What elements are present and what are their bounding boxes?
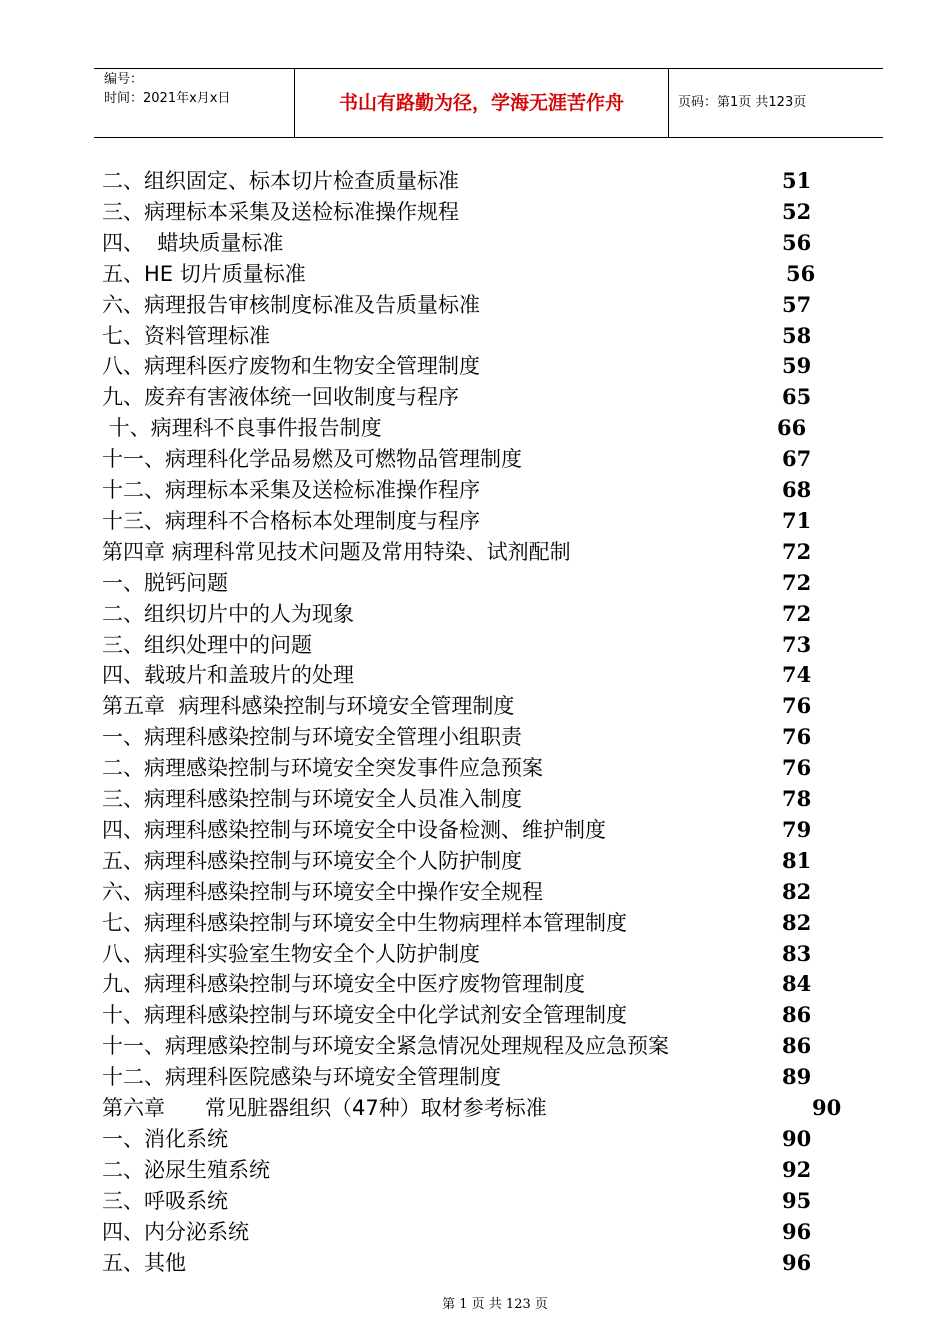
- toc-entry: [0, 352, 950, 383]
- header-motto-cell: [294, 69, 669, 137]
- toc-entry-page: 76: [782, 724, 812, 750]
- toc-entry-title: 九、废弃有害液体统一回收制度与程序: [102, 385, 459, 410]
- toc-entry-title: 七、资料管理标准: [102, 323, 270, 348]
- toc-entry: [0, 1063, 950, 1094]
- toc-entry-title: 一、病理科感染控制与环境安全管理小组职责: [102, 725, 522, 750]
- toc-entry: [0, 383, 950, 414]
- toc-entry: [0, 1218, 950, 1249]
- toc-entry: [0, 847, 950, 878]
- toc-entry-page: 66: [777, 415, 807, 441]
- toc-entry-title: 三、呼吸系统: [102, 1188, 228, 1213]
- toc-entry-title: 第六章 常见脏器组织（47种）取材参考标准: [102, 1096, 547, 1120]
- toc-entry-page: 52: [782, 198, 812, 224]
- toc-entry: [0, 940, 950, 971]
- toc-entry-page: 72: [782, 538, 812, 564]
- toc-entry: [0, 816, 950, 847]
- toc-entry-page: 90: [812, 1095, 842, 1120]
- header-page-info: 页码：第1页 共123页: [678, 95, 807, 110]
- toc-entry-page: 84: [782, 971, 812, 997]
- header-page-cell: [668, 69, 883, 137]
- toc-entry-page: 73: [782, 631, 812, 657]
- toc-entry-page: 86: [782, 1033, 812, 1059]
- toc-entry: [0, 538, 950, 569]
- toc-entry-title: 十一、病理科化学品易燃及可燃物品管理制度: [102, 447, 522, 472]
- toc-entry-title: 十三、病理科不合格标本处理制度与程序: [102, 508, 480, 533]
- toc-entry: [0, 507, 950, 538]
- toc-entry-title: 十一、病理感染控制与环境安全紧急情况处理规程及应急预案: [102, 1034, 669, 1059]
- toc-entry-title: 一、消化系统: [102, 1126, 228, 1151]
- toc-entry-page: 65: [782, 384, 812, 410]
- toc-entry: [0, 1249, 950, 1280]
- toc-entry-page: 67: [782, 446, 812, 472]
- toc-entry-title: 二、病理感染控制与环境安全突发事件应急预案: [102, 756, 543, 781]
- toc-entry-page: 72: [782, 569, 812, 595]
- toc-entry-title: 四、病理科感染控制与环境安全中设备检测、维护制度: [102, 817, 606, 842]
- toc-entry-title: 十、病理科不良事件报告制度: [102, 416, 382, 441]
- toc-entry-title: 三、组织处理中的问题: [102, 632, 312, 657]
- toc-entry: [0, 476, 950, 507]
- toc-entry-title: 三、病理科感染控制与环境安全人员准入制度: [102, 787, 522, 811]
- toc-entry-page: 95: [782, 1187, 812, 1213]
- toc-entry: [0, 692, 950, 723]
- toc-entry-page: 96: [782, 1218, 812, 1244]
- toc-entry: [0, 260, 950, 291]
- toc-entry-page: 58: [782, 322, 812, 348]
- toc-entry: [0, 414, 950, 445]
- toc-entry-title: 二、组织切片中的人为现象: [102, 601, 354, 626]
- toc-entry-page: 76: [782, 693, 812, 719]
- toc-entry: [0, 322, 950, 353]
- page-footer: 第 1 页 共 123 页: [442, 1297, 548, 1312]
- toc-entry-page: 83: [782, 940, 812, 966]
- toc-entry-page: 68: [782, 477, 812, 502]
- toc-entry: [0, 1001, 950, 1032]
- toc-entry: [0, 878, 950, 909]
- toc-entry-title: 二、泌尿生殖系统: [102, 1157, 270, 1182]
- toc-entry-page: 57: [782, 291, 812, 317]
- toc-entry-page: 56: [786, 260, 816, 286]
- toc-entry-page: 71: [782, 507, 812, 533]
- toc-entry: [0, 1187, 950, 1218]
- toc-entry-page: 82: [782, 878, 812, 904]
- toc-entry-page: 78: [782, 786, 812, 811]
- toc-entry-title: 三、病理标本采集及送检标准操作规程: [102, 199, 459, 224]
- toc-entry-page: 72: [782, 600, 812, 626]
- toc-entry-title: 十、病理科感染控制与环境安全中化学试剂安全管理制度: [102, 1003, 627, 1028]
- toc-entry-title: 第四章 病理科常见技术问题及常用特染、试剂配制: [102, 539, 571, 564]
- toc-entry-page: 59: [782, 353, 812, 379]
- toc-entry-title: 四、内分泌系统: [102, 1219, 249, 1244]
- toc-entry-page: 86: [782, 1002, 812, 1028]
- toc-entry-page: 89: [782, 1064, 812, 1090]
- toc-entry: [0, 198, 950, 229]
- toc-entry: [0, 569, 950, 600]
- toc-entry-title: 一、脱钙问题: [102, 570, 228, 595]
- toc-entry-page: 51: [782, 168, 812, 193]
- toc-entry-page: 81: [782, 847, 812, 873]
- toc-entry: [0, 1032, 950, 1063]
- toc-entry-title: 四、载玻片和盖玻片的处理: [102, 663, 354, 688]
- toc-entry: [0, 229, 950, 260]
- document-time-label: 时间：2021年x月x日: [104, 91, 231, 106]
- toc-entry-page: 90: [782, 1125, 812, 1151]
- page-header: [94, 68, 883, 138]
- toc-entry: [0, 600, 950, 631]
- toc-entry: [0, 754, 950, 785]
- toc-entry-page: 92: [782, 1156, 812, 1182]
- toc-entry-title: 八、病理科实验室生物安全个人防护制度: [102, 941, 480, 966]
- toc-entry-title: 七、病理科感染控制与环境安全中生物病理样本管理制度: [102, 910, 627, 935]
- toc-entry-page: 96: [782, 1249, 812, 1275]
- toc-entry: [0, 909, 950, 940]
- header-meta-cell: [94, 69, 294, 137]
- toc-entry-page: 74: [782, 662, 812, 688]
- toc-entry: [0, 661, 950, 692]
- toc-entry: [0, 445, 950, 476]
- toc-entry-title: 四、 蜡块质量标准: [102, 230, 284, 255]
- toc-entry-title: 八、病理科医疗废物和生物安全管理制度: [102, 354, 480, 379]
- toc-entry-title: 十二、病理科医院感染与环境安全管理制度: [102, 1065, 501, 1090]
- toc-entry-title: 六、病理科感染控制与环境安全中操作安全规程: [102, 879, 543, 904]
- toc-entry-title: 六、病理报告审核制度标准及告质量标准: [102, 292, 480, 317]
- toc-entry-title: 第五章 病理科感染控制与环境安全管理制度: [102, 694, 515, 719]
- toc-entry: [0, 1125, 950, 1156]
- header-motto: 书山有路勤为径，学海无涯苦作舟: [338, 92, 624, 114]
- toc-entry: [0, 970, 950, 1001]
- toc-entry-title: 五、病理科感染控制与环境安全个人防护制度: [102, 848, 522, 873]
- document-number-label: 编号：: [104, 72, 144, 87]
- toc-entry-title: 二、组织固定、标本切片检查质量标准: [102, 169, 459, 193]
- toc-entry-page: 79: [782, 816, 812, 842]
- toc-entry-title: 九、病理科感染控制与环境安全中医疗废物管理制度: [102, 972, 585, 997]
- toc-entry: [0, 631, 950, 662]
- toc-entry-page: 82: [782, 909, 812, 935]
- toc-entry: [0, 291, 950, 322]
- toc-entry: [0, 723, 950, 754]
- toc-entry: [0, 785, 950, 816]
- toc-entry: [0, 1094, 950, 1125]
- toc-entry-title: 十二、病理标本采集及送检标准操作程序: [102, 478, 480, 502]
- toc-entry-title: 五、其他: [102, 1250, 186, 1275]
- toc-entry-title: 五、HE 切片质量标准: [102, 261, 306, 286]
- toc-entry-page: 56: [782, 229, 812, 255]
- toc-entry: [0, 1156, 950, 1187]
- toc-entry: [0, 167, 950, 198]
- toc-entry-page: 76: [782, 755, 812, 781]
